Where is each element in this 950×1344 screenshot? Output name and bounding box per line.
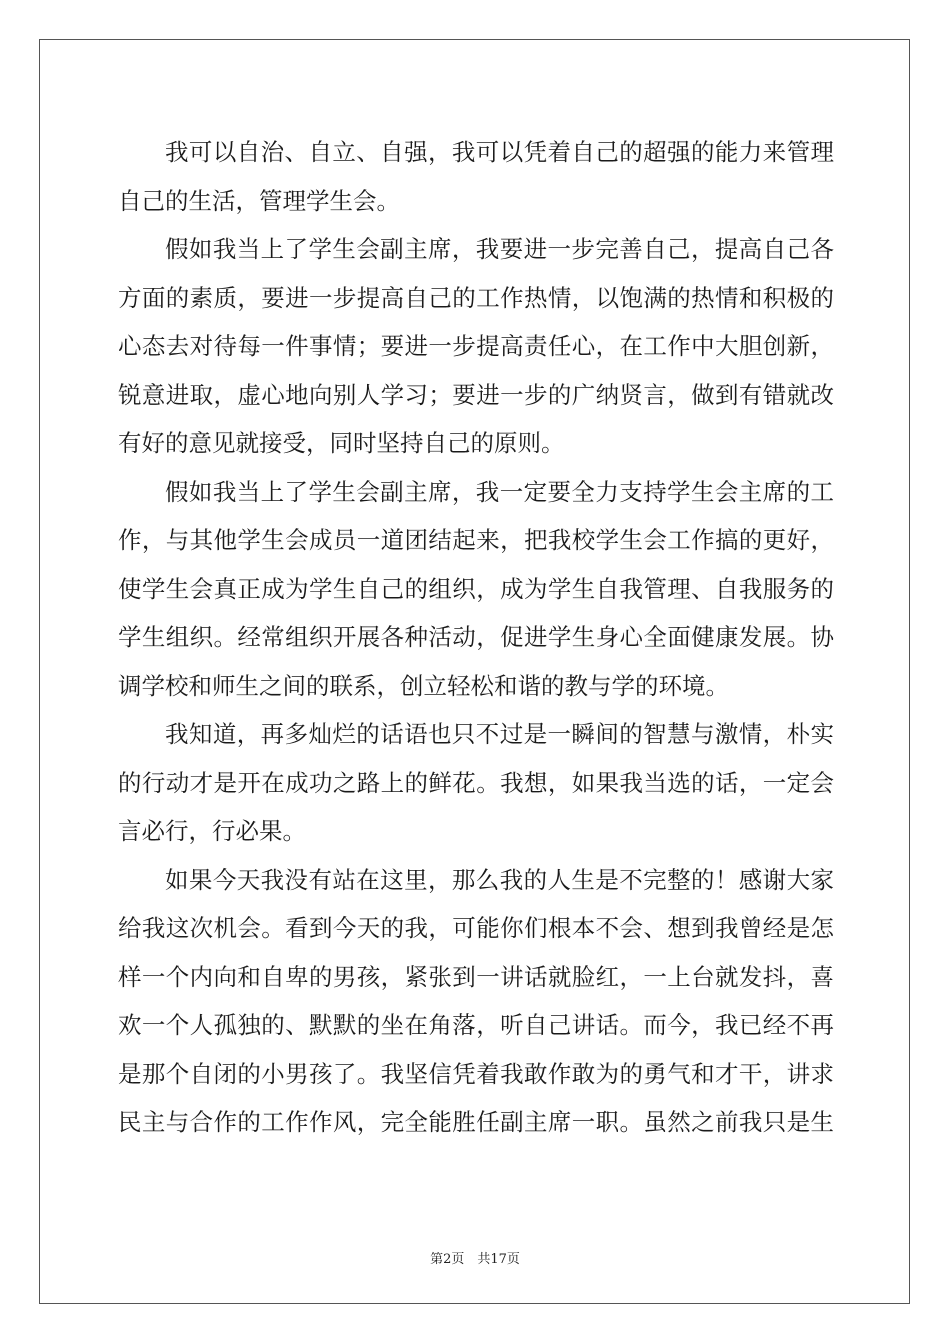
text-line: 自己的生活，管理学生会。 (118, 186, 400, 215)
text-line: 欢一个人孤独的、默默的坐在角落，听自己讲话。而今，我已经不再 (118, 1011, 834, 1039)
text-line: 方面的素质，要进一步提高自己的工作热情，以饱满的热情和积极的 (118, 283, 834, 312)
text-line: 有好的意见就接受，同时坚持自己的原则。 (118, 429, 565, 457)
text-line: 调学校和师生之间的联系，创立轻松和谐的教与学的环境。 (118, 671, 729, 700)
text-line: 的行动才是开在成功之路上的鲜花。我想，如果我当选的话，一定会 (118, 768, 834, 797)
text-line: 假如我当上了学生会副主席，我一定要全力支持学生会主席的工 (165, 477, 834, 506)
text-line: 给我这次机会。看到今天的我，可能你们根本不会、想到我曾经是怎 (118, 914, 834, 942)
text-line: 心态去对待每一件事情；要进一步提高责任心，在工作中大胆创新， (118, 332, 834, 360)
text-line: 言必行，行必果。 (118, 817, 306, 845)
text-line: 民主与合作的工作作风，完全能胜任副主席一职。虽然之前我只是生 (118, 1108, 834, 1136)
text-line: 作，与其他学生会成员一道团结起来，把我校学生会工作搞的更好， (118, 526, 834, 554)
text-line: 假如我当上了学生会副主席，我要进一步完善自己，提高自己各 (165, 235, 834, 263)
text-line: 使学生会真正成为学生自己的组织，成为学生自我管理、自我服务的 (118, 574, 834, 603)
text-line: 样一个内向和自卑的男孩，紧张到一讲话就脸红，一上台就发抖，喜 (118, 962, 834, 991)
text-line: 我可以自治、自立、自强，我可以凭着自己的超强的能力来管理 (165, 138, 834, 166)
text-line: 我知道，再多灿烂的话语也只不过是一瞬间的智慧与激情，朴实 (165, 720, 834, 748)
page-number-footer: 第2页 共17页 (430, 1252, 520, 1267)
text-line: 如果今天我没有站在这里，那么我的人生是不完整的！感谢大家 (165, 865, 834, 894)
document-body (118, 128, 834, 1147)
text-line: 学生组织。经常组织开展各种活动，促进学生身心全面健康发展。协 (118, 623, 834, 651)
text-line: 锐意进取，虚心地向别人学习；要进一步的广纳贤言，做到有错就改 (118, 380, 834, 409)
text-line: 是那个自闭的小男孩了。我坚信凭着我敢作敢为的勇气和才干，讲求 (118, 1059, 834, 1088)
